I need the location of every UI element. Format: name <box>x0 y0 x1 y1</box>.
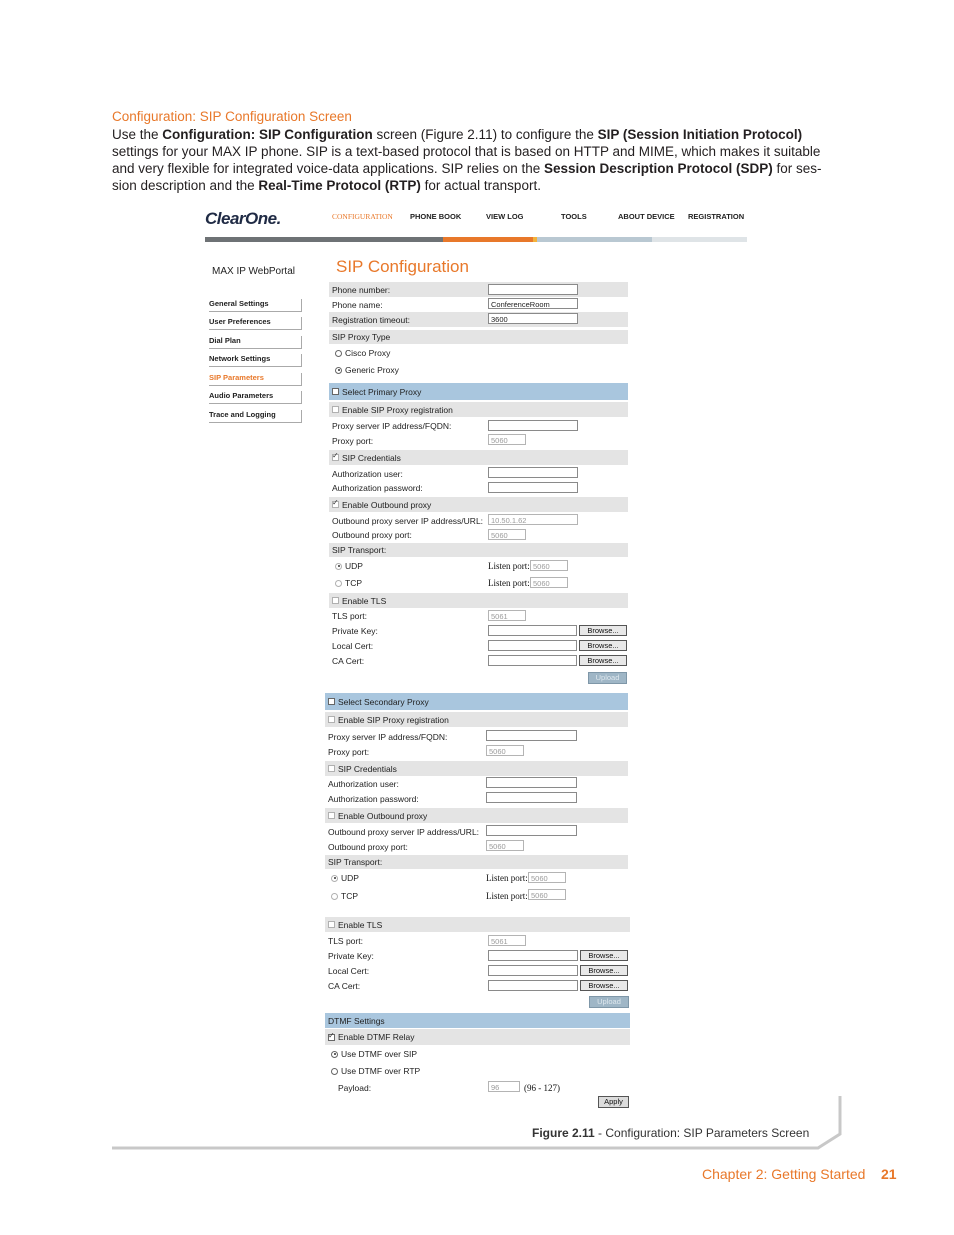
primary-enable-outbound[interactable]: ✓ Enable Outbound proxy <box>329 497 628 512</box>
primary-auth-pass-label: Authorization password: <box>332 482 423 493</box>
primary-listen-tcp-input[interactable]: 5060 <box>530 577 568 588</box>
secondary-outbound-addr-label: Outbound proxy server IP address/URL: <box>328 826 480 837</box>
reg-timeout-row: Registration timeout: <box>329 312 628 327</box>
primary-enable-tls[interactable]: Enable TLS <box>329 593 628 608</box>
secondary-listen-udp-input[interactable]: 5060 <box>528 872 566 883</box>
primary-listen-udp-input[interactable]: 5060 <box>530 560 568 571</box>
sidebar-item-user-prefs[interactable]: User Preferences <box>209 317 302 330</box>
dtmf-payload-range: (96 - 127) <box>524 1083 560 1093</box>
primary-private-key-label: Private Key: <box>332 625 378 636</box>
secondary-listen-tcp-label: Listen port: <box>486 891 528 901</box>
primary-credentials[interactable]: ✓ SIP Credentials <box>329 450 628 465</box>
primary-upload-button[interactable]: Upload <box>588 672 627 684</box>
primary-tcp-radio[interactable]: TCP <box>332 577 432 589</box>
sip-config-title: SIP Configuration <box>336 257 469 276</box>
secondary-ca-cert-label: CA Cert: <box>328 980 361 991</box>
primary-listen-tcp-label: Listen port: <box>488 578 530 588</box>
primary-udp-radio[interactable]: UDP <box>332 560 432 572</box>
primary-proxy-port-label: Proxy port: <box>332 435 374 446</box>
secondary-ca-cert-browse[interactable]: Browse... <box>580 980 628 991</box>
secondary-enable-outbound[interactable]: Enable Outbound proxy <box>325 808 628 823</box>
nav-configuration[interactable]: CONFIGURATION <box>332 212 393 221</box>
sidebar-item-sip[interactable]: SIP Parameters <box>209 373 302 386</box>
secondary-tls-port-label: TLS port: <box>328 935 363 946</box>
secondary-proxy-header[interactable]: Select Secondary Proxy <box>325 693 628 710</box>
secondary-listen-udp-label: Listen port: <box>486 873 528 883</box>
dtmf-over-rtp-radio[interactable]: Use DTMF over RTP <box>328 1065 458 1077</box>
nav-view-log[interactable]: VIEW LOG <box>486 212 524 221</box>
primary-local-cert-browse[interactable]: Browse... <box>579 640 627 651</box>
secondary-upload-button[interactable]: Upload <box>589 996 629 1008</box>
secondary-credentials[interactable]: SIP Credentials <box>325 761 628 776</box>
secondary-udp-radio[interactable]: UDP <box>328 872 428 884</box>
dtmf-enable-relay[interactable]: ✓ Enable DTMF Relay <box>325 1029 630 1045</box>
nav-about-device[interactable]: ABOUT DEVICE <box>618 212 675 221</box>
primary-tls-port-input[interactable]: 5061 <box>488 610 526 621</box>
secondary-proxy-addr-label: Proxy server IP address/FQDN: <box>328 731 448 742</box>
secondary-auth-user-label: Authorization user: <box>328 778 399 789</box>
nav-registration[interactable]: REGISTRATION <box>688 212 745 221</box>
intro-paragraph: Use the Configuration: SIP Configuration screen (Figure 2.11) to configure the SIP (Session Initiation Protocol) settings for your MAX IP phone. SIP is a text-based protocol that is based on HTTP and MIME, which makes it suitable and very flexible for integrated voice-data applications. SIP relies on the Session Description Protocol (SDP) for ses-sion description and the Real-Time Protocol (RTP) for actual transport. <box>112 127 822 193</box>
dtmf-header: DTMF Settings <box>325 1013 630 1028</box>
page-number: 21 <box>881 1166 897 1182</box>
cisco-proxy-radio[interactable]: Cisco Proxy <box>332 347 482 359</box>
sidebar-item-dial-plan[interactable]: Dial Plan <box>209 336 302 349</box>
secondary-proxy-port-label: Proxy port: <box>328 746 370 757</box>
primary-proxy-header[interactable]: Select Primary Proxy <box>329 383 628 400</box>
secondary-outbound-port-label: Outbound proxy port: <box>328 841 408 852</box>
dtmf-payload-label: Payload: <box>338 1083 372 1093</box>
primary-tls-port-label: TLS port: <box>332 610 367 621</box>
clearone-logo: ClearOne. <box>205 209 281 228</box>
proxy-type-row: SIP Proxy Type <box>329 330 628 344</box>
primary-proxy-addr-label: Proxy server IP address/FQDN: <box>332 420 452 431</box>
dtmf-over-sip-radio[interactable]: Use DTMF over SIP <box>328 1048 458 1060</box>
primary-outbound-port-input[interactable]: 5060 <box>488 529 526 540</box>
footer-chapter: Chapter 2: Getting Started <box>702 1166 866 1182</box>
secondary-local-cert-browse[interactable]: Browse... <box>580 965 628 976</box>
section-heading: Configuration: SIP Configuration Screen <box>112 109 352 124</box>
nav-tools[interactable]: TOOLS <box>561 212 587 221</box>
sidebar-item-trace[interactable]: Trace and Logging <box>209 410 302 423</box>
secondary-proxy-port-input[interactable]: 5060 <box>486 745 524 756</box>
secondary-listen-tcp-input[interactable]: 5060 <box>528 889 566 900</box>
secondary-tls-port-input[interactable]: 5061 <box>488 935 526 946</box>
primary-transport-row: SIP Transport: <box>329 543 628 557</box>
secondary-auth-pass-label: Authorization password: <box>328 793 419 804</box>
primary-ca-cert-label: CA Cert: <box>332 655 365 666</box>
generic-proxy-radio[interactable]: Generic Proxy <box>332 364 482 376</box>
secondary-private-key-label: Private Key: <box>328 950 374 961</box>
secondary-tcp-radio[interactable]: TCP <box>328 890 428 902</box>
phone-name-input[interactable]: ConferenceRoom <box>488 298 578 309</box>
secondary-enable-reg[interactable]: Enable SIP Proxy registration <box>325 712 628 727</box>
primary-ca-cert-browse[interactable]: Browse... <box>579 655 627 666</box>
dtmf-payload-input[interactable]: 96 <box>488 1081 520 1092</box>
nav-phone-book[interactable]: PHONE BOOK <box>410 212 462 221</box>
phone-name-row: Phone name: <box>332 299 383 310</box>
primary-enable-reg[interactable]: Enable SIP Proxy registration <box>329 402 628 417</box>
sidebar-item-network[interactable]: Network Settings <box>209 354 302 367</box>
primary-private-key-browse[interactable]: Browse... <box>579 625 627 636</box>
secondary-outbound-port-input[interactable]: 5060 <box>486 840 524 851</box>
portal-label: MAX IP WebPortal <box>212 266 295 277</box>
primary-proxy-port-input[interactable]: 5060 <box>488 434 526 445</box>
secondary-transport-row: SIP Transport: <box>325 855 628 869</box>
secondary-private-key-browse[interactable]: Browse... <box>580 950 628 961</box>
primary-outbound-addr-input[interactable]: 10.50.1.62 <box>488 514 578 525</box>
primary-auth-user-label: Authorization user: <box>332 468 403 479</box>
primary-listen-udp-label: Listen port: <box>488 561 530 571</box>
reg-timeout-input[interactable]: 3600 <box>488 313 578 324</box>
sidebar-item-general[interactable]: General Settings <box>209 299 302 312</box>
phone-number-row: Phone number: <box>329 282 628 297</box>
primary-outbound-addr-label: Outbound proxy server IP address/URL: <box>332 515 484 526</box>
primary-local-cert-label: Local Cert: <box>332 640 374 651</box>
apply-button[interactable]: Apply <box>598 1096 629 1108</box>
figure-caption: Figure 2.11 - Configuration: SIP Parameters Screen <box>532 1126 810 1140</box>
sidebar-item-audio[interactable]: Audio Parameters <box>209 391 302 404</box>
primary-outbound-port-label: Outbound proxy port: <box>332 529 412 540</box>
secondary-local-cert-label: Local Cert: <box>328 965 370 976</box>
secondary-enable-tls[interactable]: Enable TLS <box>325 917 630 932</box>
